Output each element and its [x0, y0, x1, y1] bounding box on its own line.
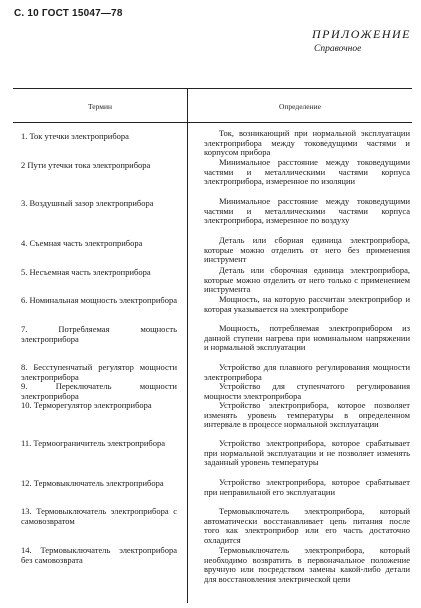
- definition-11: Устройство электроприбора, которое срабатывает при нормальной эксплуатации и не позволяет изменять заданный уровень температуры: [204, 438, 413, 467]
- term-1: 1. Ток утечки электроприбора: [21, 131, 129, 141]
- column-divider: [187, 89, 188, 603]
- definition-8: Устройство для плавного регулирования мощности электроприбора: [204, 362, 413, 382]
- definition-5: Деталь или сборочная единица электроприбора, которые можно отделить от него только с применением инструмента: [204, 265, 413, 294]
- definition-2: Минимальное расстояние между токоведущими частями и металлическими частями корпуса электроприбора, измеренное по изоляции: [204, 157, 413, 186]
- term-13: 13. Термовыключатель электроприбора с самовозвратом: [21, 506, 180, 526]
- term-6: 6. Номинальная мощность электроприбора: [21, 295, 177, 305]
- term-8: 8. Бесступенчатый регулятор мощности электроприбора: [21, 362, 180, 382]
- definition-9: Устройство для ступенчатого регулирования мощности электроприбора: [204, 381, 413, 401]
- term-12: 12. Термовыключатель электроприбора: [21, 478, 164, 488]
- definition-12: Устройство электроприбора, которое срабатывает при неправильной его эксплуатации: [204, 477, 413, 497]
- term-10: 10. Терморегулятор электроприбора: [21, 400, 152, 410]
- term-9: 9. Переключатель мощности электроприбора: [21, 381, 180, 401]
- table-header-row: [13, 89, 412, 123]
- appendix-title: ПРИЛОЖЕНИЕ: [312, 27, 411, 41]
- definition-10: Устройство электроприбора, которое позволяет изменять уровень температуры в определенном интервале в процессе нормальной эксплуатации: [204, 400, 413, 429]
- column-header-term: Термин: [87, 102, 113, 111]
- definition-13: Термовыключатель электроприбора, который автоматически восстанавливает цепь питания после того как электроприбор или его часть достаточно охладится: [204, 506, 413, 545]
- appendix-subtitle: Справочное: [314, 44, 362, 54]
- term-14: 14. Термовыключатель электроприбора без самовозврата: [21, 545, 180, 565]
- definition-3: Минимальное расстояние между токоведущими частями и металлическими частями корпуса электроприбора, измеренное по воздуху: [204, 196, 413, 225]
- term-11: 11. Термоограничитель электроприбора: [21, 438, 166, 448]
- definition-6: Мощность, на которую рассчитан электроприбор и которая указывается на электроприборе: [204, 294, 413, 314]
- definition-7: Мощность, потребляемая электроприбором из данной ступени нагрева при номинальном напряжении и нормальной эксплуатации: [204, 323, 413, 352]
- term-5: 5. Несъемная часть электроприбора: [21, 267, 151, 277]
- term-3: 3. Воздушный зазор электроприбора: [21, 198, 154, 208]
- term-4: 4. Съемная часть электроприбора: [21, 238, 143, 248]
- term-2: 2 Пути утечки тока электроприбора: [21, 160, 151, 170]
- definition-4: Деталь или сборная единица электроприбора, которые можно отделить от него без применения инструмент: [204, 235, 413, 264]
- page-header: С. 10 ГОСТ 15047—78: [14, 8, 123, 19]
- definition-14: Термовыключатель электроприбора, который необходимо возвратить в первоначальное положение вручную или посредством замены какой-либо детали для восстановления электрической цепи: [204, 545, 413, 584]
- column-header-definition: Определение: [279, 102, 321, 111]
- terms-table: [13, 88, 412, 603]
- definition-1: Ток, возникающий при нормальной эксплуатации электроприбора между токоведущими частями и корпусом прибора: [204, 128, 413, 157]
- term-7: 7. Потребляемая мощность электроприбора: [21, 324, 180, 344]
